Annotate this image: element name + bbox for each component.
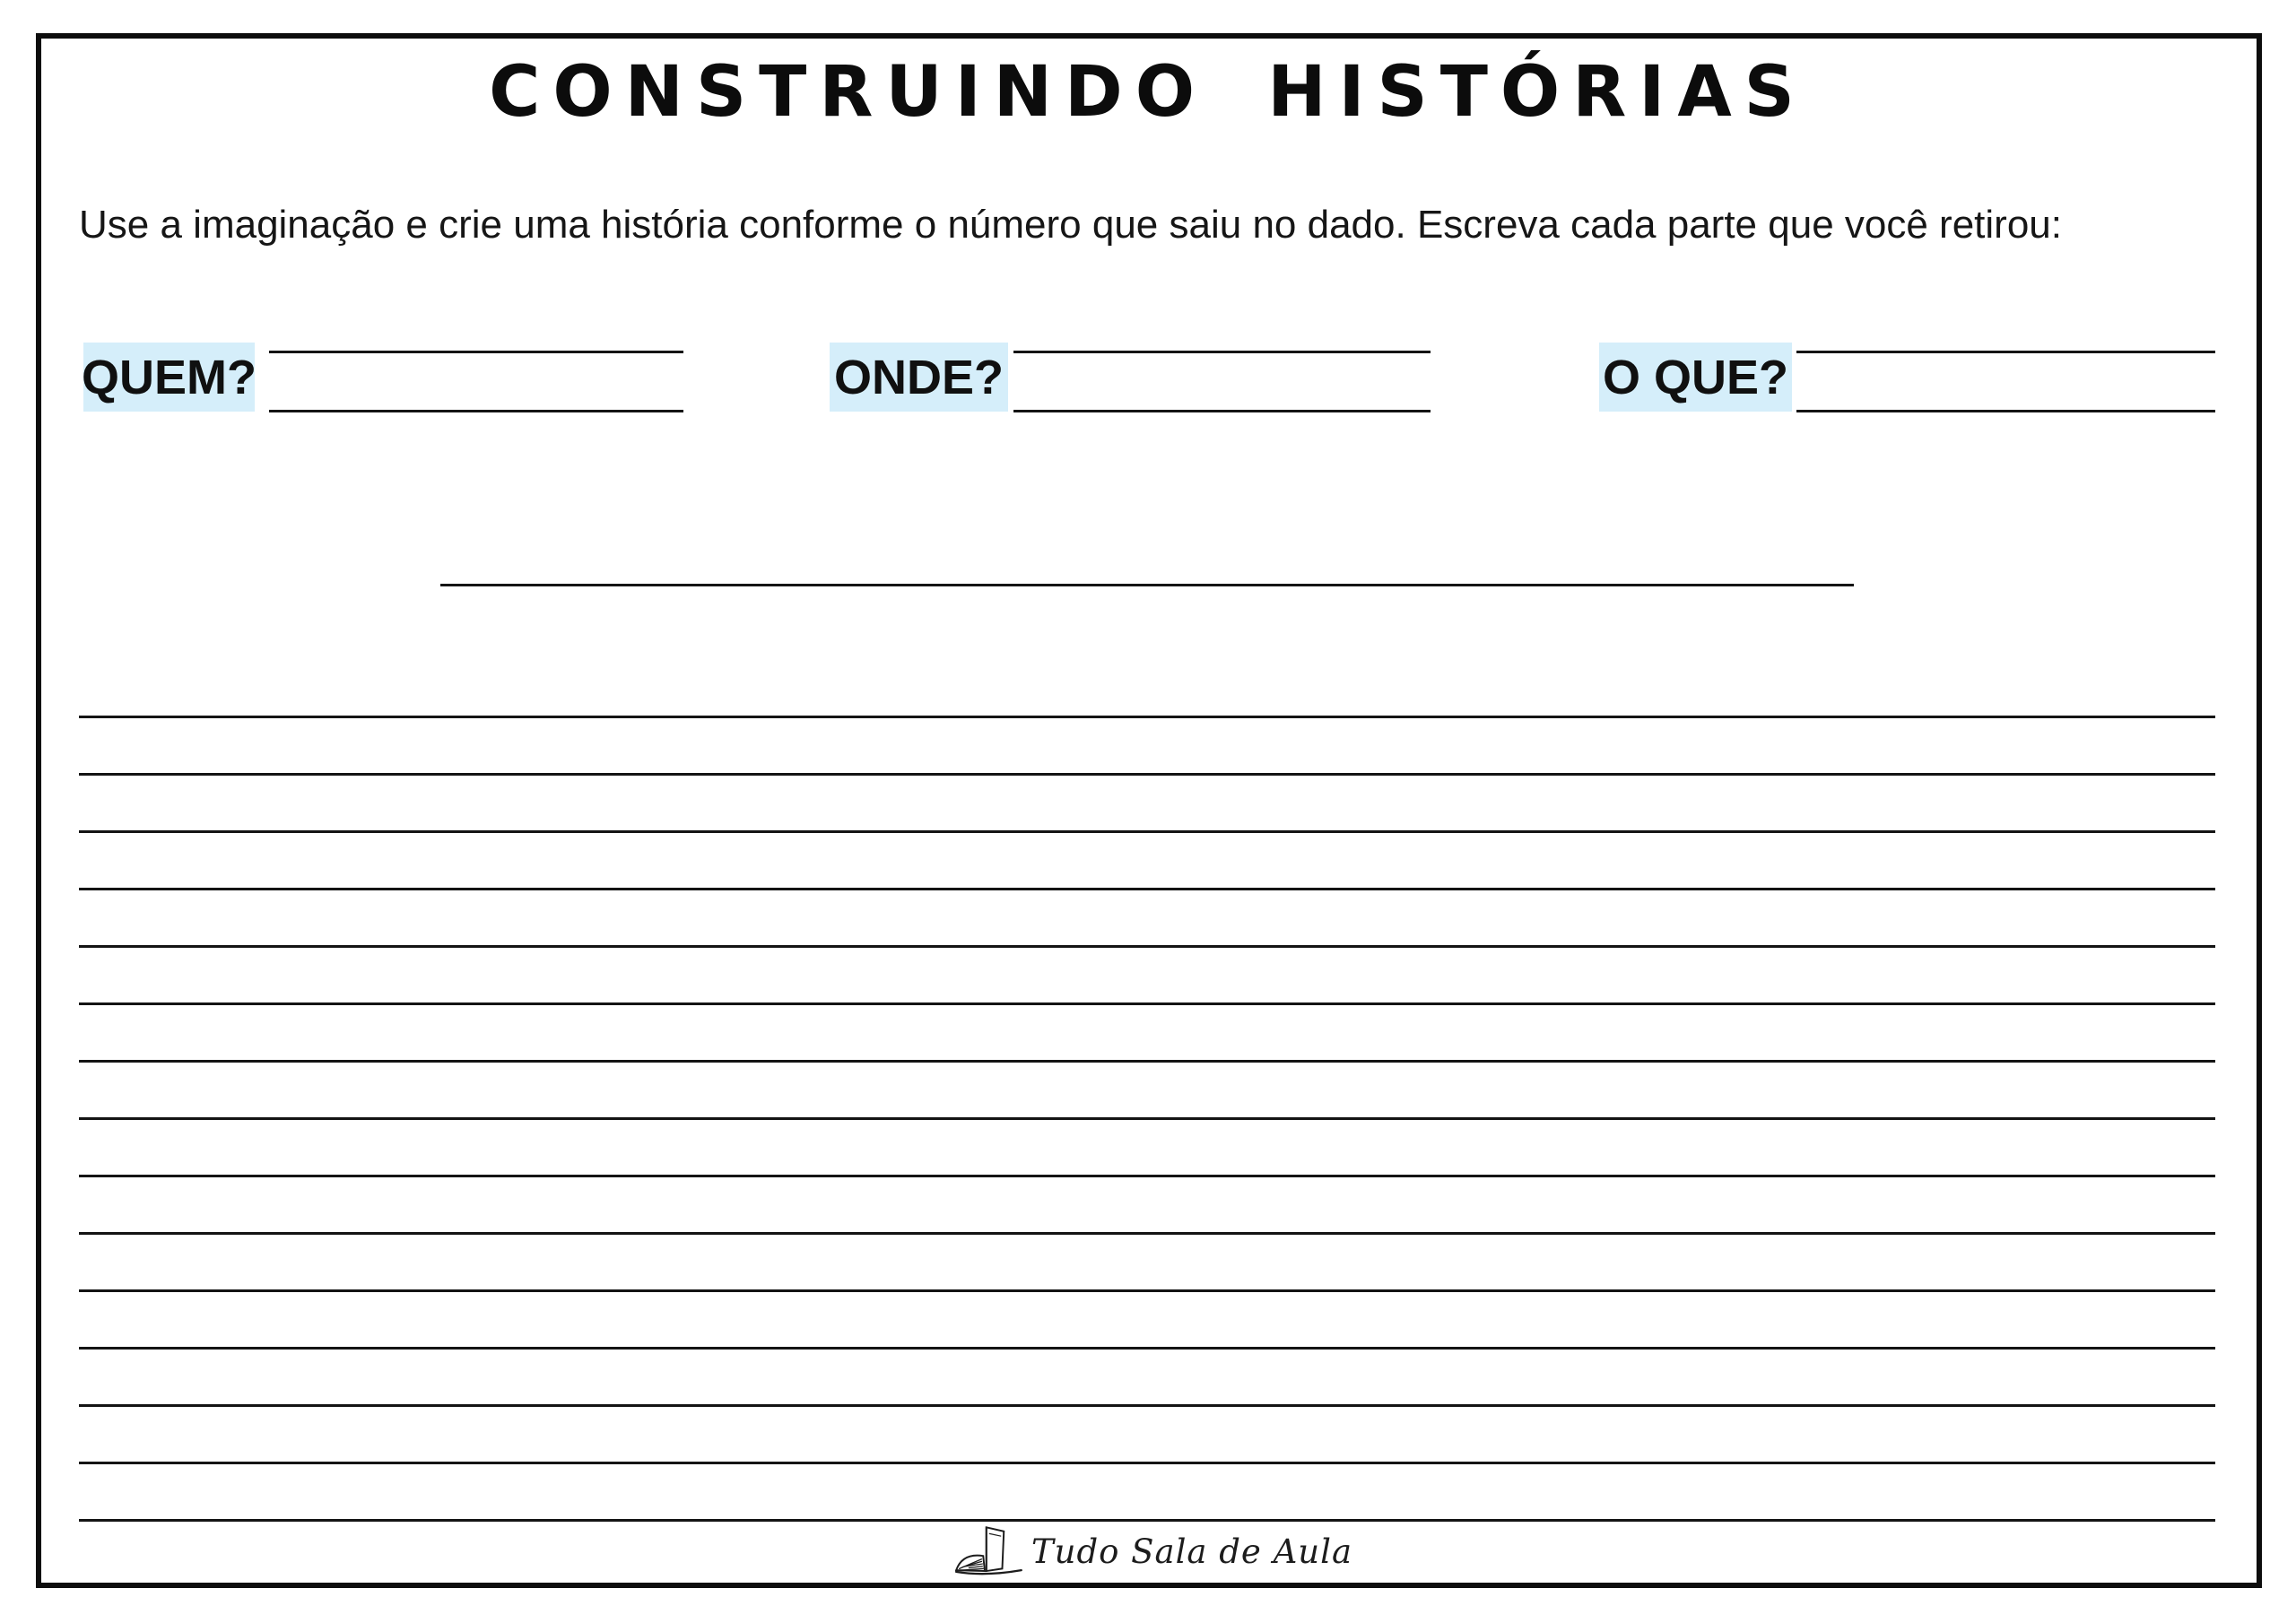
ruled-line xyxy=(79,1462,2215,1464)
answer-lines-oque xyxy=(1796,351,2215,412)
page-border xyxy=(36,33,2262,1588)
ruled-line xyxy=(79,1519,2215,1522)
ruled-line xyxy=(79,1232,2215,1235)
ruled-line xyxy=(79,716,2215,718)
story-title-line xyxy=(440,584,1854,586)
ruled-line xyxy=(79,1002,2215,1005)
ruled-line xyxy=(79,773,2215,776)
page-title: CONSTRUINDO HISTÓRIAS xyxy=(489,52,1807,133)
answer-lines-quem xyxy=(269,351,683,412)
ruled-line xyxy=(79,1060,2215,1063)
brand-text: Tudo Sala de Aula xyxy=(1031,1532,1353,1571)
ruled-line xyxy=(79,1175,2215,1177)
field-label-onde: ONDE? xyxy=(830,343,1008,412)
ruled-line xyxy=(79,888,2215,890)
instruction-text: Use a imaginação e crie uma história conforme o número que saiu no dado. Escreva cada parte que você retirou: xyxy=(79,203,2062,247)
field-label-oque: O QUE? xyxy=(1599,343,1792,412)
open-book-icon xyxy=(944,1523,1026,1578)
answer-lines-onde xyxy=(1013,351,1431,412)
ruled-line xyxy=(79,830,2215,833)
ruled-line xyxy=(79,1289,2215,1292)
ruled-line xyxy=(79,1347,2215,1350)
ruled-line xyxy=(79,1117,2215,1120)
ruled-line xyxy=(79,1404,2215,1407)
ruled-line xyxy=(79,945,2215,948)
field-label-quem: QUEM? xyxy=(83,343,255,412)
footer-logo xyxy=(0,1523,2296,1578)
